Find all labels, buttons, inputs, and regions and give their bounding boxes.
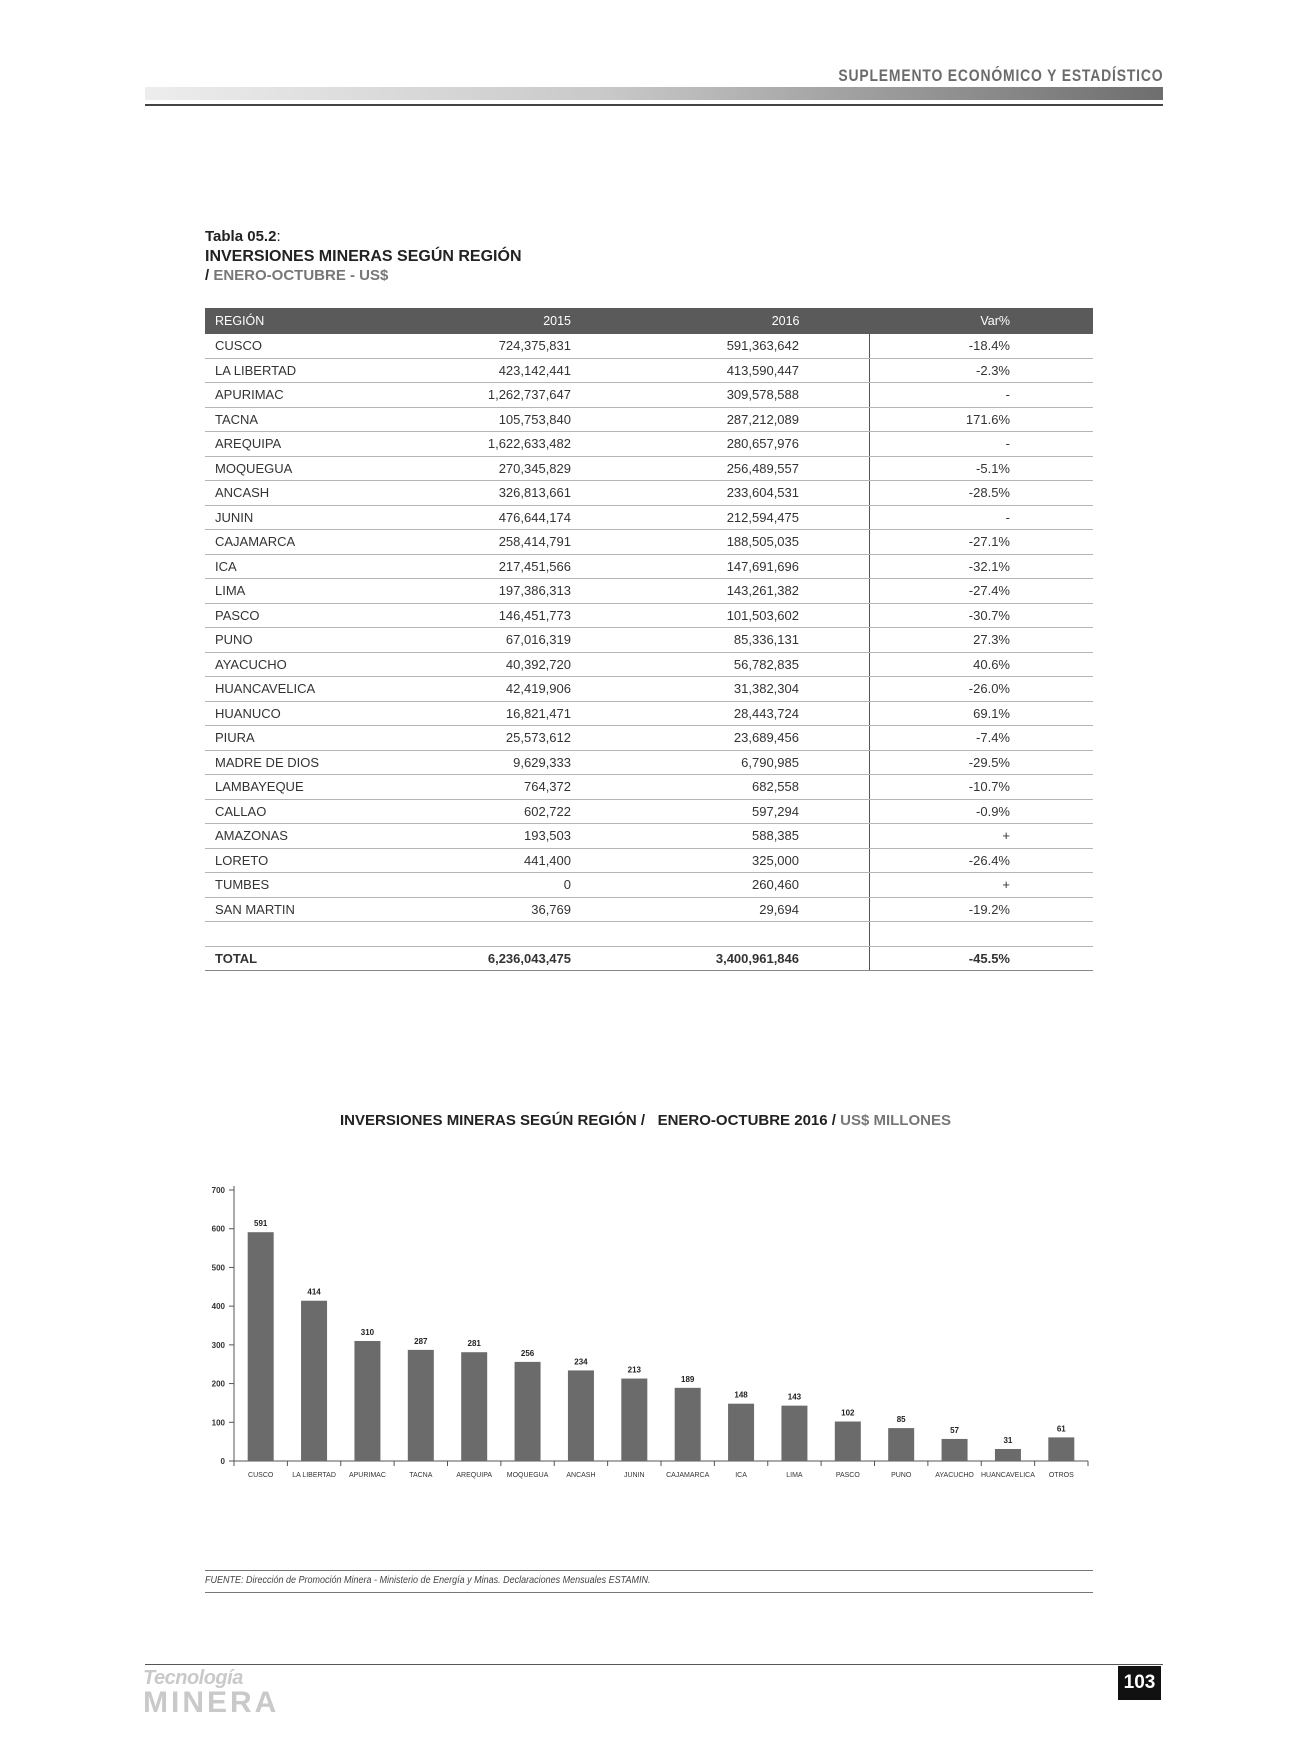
cell-value-2016: 6,790,985 [641, 750, 870, 775]
cell-region: LAMBAYEQUE [205, 775, 413, 800]
cell-variation: - [870, 432, 1094, 457]
cell-value-2016: 143,261,382 [641, 579, 870, 604]
y-tick-label: 100 [211, 1418, 225, 1428]
x-category-label: PASCO [835, 1472, 860, 1479]
cell-region: CUSCO [205, 334, 413, 358]
bar-la-libertad [301, 1301, 327, 1461]
publication-logo [143, 1668, 279, 1718]
bar-value-label: 143 [787, 1392, 802, 1402]
cell-value-2016: 29,694 [641, 897, 870, 922]
cell-region: ANCASH [205, 481, 413, 506]
cell-region: AMAZONAS [205, 824, 413, 849]
cell-value-2015: 1,262,737,647 [413, 383, 641, 408]
cell-region: LORETO [205, 848, 413, 873]
bar-value-label: 189 [681, 1374, 695, 1384]
cell-variation: 27.3% [870, 628, 1094, 653]
bar-value-label: 85 [896, 1415, 906, 1425]
bar-huancavelica [995, 1449, 1021, 1461]
table-label-colon: : [276, 228, 281, 245]
page-number: 103 [1118, 1666, 1161, 1700]
cell-value-2016: 233,604,531 [641, 481, 870, 506]
cell-value-2016: 101,503,602 [641, 603, 870, 628]
cell-variation: 69.1% [870, 701, 1094, 726]
source-rule-top [205, 1570, 1093, 1571]
logo-top-text: Tecnología [143, 1667, 243, 1689]
header-var: Var% [870, 308, 1094, 334]
bar-value-label: 287 [414, 1336, 428, 1346]
cell-value-2016: 682,558 [641, 775, 870, 800]
bar-value-label: 213 [627, 1365, 641, 1375]
x-category-label: ICA [735, 1472, 747, 1479]
cell-value-2015: 9,629,333 [413, 750, 641, 775]
cell-value-2015: 36,769 [413, 897, 641, 922]
cell-value-2016: 591,363,642 [641, 334, 870, 358]
bar-value-label: 256 [520, 1348, 535, 1358]
chart-title-main: INVERSIONES MINERAS SEGÚN REGIÓN / [340, 1112, 646, 1129]
y-tick-label: 0 [220, 1457, 225, 1466]
cell-value-2016: 188,505,035 [641, 530, 870, 555]
cell-value-2015: 602,722 [413, 799, 641, 824]
bar-apurimac [354, 1341, 380, 1461]
cell-variation: + [870, 873, 1094, 898]
cell-value-2015: 16,821,471 [413, 701, 641, 726]
x-category-label: LA LIBERTAD [292, 1472, 336, 1479]
cell-region: PASCO [205, 603, 413, 628]
bar-value-label: 591 [254, 1219, 268, 1229]
cell-value-2016: 212,594,475 [641, 505, 870, 530]
cell-value-2015: 146,451,773 [413, 603, 641, 628]
cell-value-2015: 724,375,831 [413, 334, 641, 358]
cell-variation: -27.4% [870, 579, 1094, 604]
cell-value-2015: 270,345,829 [413, 456, 641, 481]
cell-value-2016: 31,382,304 [641, 677, 870, 702]
cell-value-2016: 28,443,724 [641, 701, 870, 726]
cell-region: CALLAO [205, 799, 413, 824]
cell-region: AYACUCHO [205, 652, 413, 677]
cell-variation: -18.4% [870, 334, 1094, 358]
cell-value-2016: 280,657,976 [641, 432, 870, 457]
cell-value-2016: 597,294 [641, 799, 870, 824]
bar-value-label: 61 [1056, 1424, 1066, 1434]
y-tick-label: 300 [211, 1340, 225, 1350]
cell-value-2015: 764,372 [413, 775, 641, 800]
cell-variation: 40.6% [870, 652, 1094, 677]
cell-region: PUNO [205, 628, 413, 653]
table-label: Tabla 05.2 [205, 228, 277, 245]
bar-ayacucho [942, 1439, 968, 1461]
cell-region: LA LIBERTAD [205, 358, 413, 383]
cell-variation: - [870, 505, 1094, 530]
y-tick-label: 600 [211, 1224, 225, 1234]
y-tick-label: 200 [211, 1379, 225, 1389]
cell-variation: -26.0% [870, 677, 1094, 702]
cell-region: MADRE DE DIOS [205, 750, 413, 775]
cell-value-2015: 0 [413, 873, 641, 898]
cell-variation: -27.1% [870, 530, 1094, 555]
x-category-label: TACNA [409, 1472, 433, 1479]
cell-region: AREQUIPA [205, 432, 413, 457]
x-category-label: HUANCAVELICA [980, 1472, 1035, 1479]
cell-region: ICA [205, 554, 413, 579]
cell-variation: -2.3% [870, 358, 1094, 383]
cell-region: JUNIN [205, 505, 413, 530]
cell-value-2016: 413,590,447 [641, 358, 870, 383]
cell-region: LIMA [205, 579, 413, 604]
y-tick-label: 400 [211, 1302, 225, 1312]
cell-variation: -0.9% [870, 799, 1094, 824]
x-category-label: AREQUIPA [456, 1472, 493, 1479]
bar-ica [728, 1404, 754, 1461]
cell-region: TOTAL [205, 946, 413, 971]
cell-value-2015: 326,813,661 [413, 481, 641, 506]
cell-value-2016: 56,782,835 [641, 652, 870, 677]
cell-variation: -28.5% [870, 481, 1094, 506]
bar-arequipa [461, 1352, 487, 1461]
y-tick-label: 700 [211, 1186, 225, 1195]
cell-region: HUANCAVELICA [205, 677, 413, 702]
bar-value-label: 310 [360, 1327, 375, 1337]
source-note: FUENTE: Dirección de Promoción Minera - Ministerio de Energía y Minas. Declaraciones Mensuales ESTAMIN. [205, 1575, 651, 1586]
bar-value-label: 148 [734, 1390, 748, 1400]
x-category-label: AYACUCHO [935, 1472, 974, 1479]
bar-value-label: 281 [467, 1339, 481, 1349]
cell-value-2016: 147,691,696 [641, 554, 870, 579]
cell-variation: -19.2% [870, 897, 1094, 922]
cell-value-2015: 6,236,043,475 [413, 946, 641, 971]
cell-variation: -7.4% [870, 726, 1094, 751]
bar-lima [781, 1406, 807, 1461]
bar-tacna [408, 1350, 434, 1461]
bar-otros [1048, 1437, 1074, 1461]
x-category-label: APURIMAC [348, 1472, 386, 1479]
bar-ancash [568, 1370, 594, 1461]
x-category-label: CAJAMARCA [666, 1472, 710, 1479]
bar-pasco [835, 1422, 861, 1461]
cell-variation: -29.5% [870, 750, 1094, 775]
cell-region: MOQUEGUA [205, 456, 413, 481]
cell-variation: 171.6% [870, 407, 1094, 432]
bar-puno [888, 1428, 914, 1461]
x-category-label: JUNIN [624, 1472, 645, 1479]
cell-variation: -32.1% [870, 554, 1094, 579]
source-rule-bottom [205, 1592, 1093, 1593]
cell-region: PIURA [205, 726, 413, 751]
cell-region: HUANUCO [205, 701, 413, 726]
bar-moquegua [515, 1362, 541, 1461]
bar-value-label: 234 [574, 1357, 588, 1367]
cell-value-2015: 25,573,612 [413, 726, 641, 751]
table-title: INVERSIONES MINERAS SEGÚN REGIÓN [205, 247, 522, 265]
cell-variation: - [870, 383, 1094, 408]
cell-value-2015: 476,644,174 [413, 505, 641, 530]
table-slash: / [205, 266, 210, 284]
cell-value-2016: 3,400,961,846 [641, 946, 870, 971]
x-category-label: MOQUEGUA [506, 1472, 549, 1479]
cell-value-2016: 260,460 [641, 873, 870, 898]
cell-value-2015: 42,419,906 [413, 677, 641, 702]
cell-value-2015: 193,503 [413, 824, 641, 849]
footer-rule [145, 1664, 1163, 1665]
cell-variation: + [870, 824, 1094, 849]
cell-region: CAJAMARCA [205, 530, 413, 555]
bar-cusco [248, 1232, 274, 1461]
bar-value-label: 57 [950, 1425, 960, 1435]
cell-value-2015: 423,142,441 [413, 358, 641, 383]
cell-region: SAN MARTIN [205, 897, 413, 922]
cell-value-2016: 287,212,089 [641, 407, 870, 432]
cell-region: APURIMAC [205, 383, 413, 408]
cell-variation: -30.7% [870, 603, 1094, 628]
chart-title-slash: / [831, 1112, 836, 1129]
cell-value-2016: 588,385 [641, 824, 870, 849]
bar-junin [621, 1379, 647, 1461]
running-header-title: SUPLEMENTO ECONÓMICO Y ESTADÍSTICO [837, 66, 1163, 85]
cell-region: TUMBES [205, 873, 413, 898]
chart-title-period: ENERO-OCTUBRE 2016 [657, 1112, 828, 1129]
cell-value-2015: 217,451,566 [413, 554, 641, 579]
cell-value-2016: 85,336,131 [641, 628, 870, 653]
bar-cajamarca [675, 1388, 701, 1461]
x-category-label: ANCASH [566, 1472, 596, 1479]
logo-bottom-text: MINERA [143, 1686, 280, 1719]
cell-value-2015: 441,400 [413, 848, 641, 873]
cell-value-2016: 256,489,557 [641, 456, 870, 481]
cell-value-2016: 23,689,456 [641, 726, 870, 751]
x-category-label: LIMA [786, 1472, 803, 1479]
cell-value-2015: 258,414,791 [413, 530, 641, 555]
cell-value-2015: 197,386,313 [413, 579, 641, 604]
bar-value-label: 102 [841, 1408, 855, 1418]
cell-value-2015: 1,622,633,482 [413, 432, 641, 457]
cell-value-2016: 309,578,588 [641, 383, 870, 408]
x-category-label: CUSCO [248, 1472, 274, 1479]
header-2015: 2015 [413, 308, 641, 334]
header-2016: 2016 [641, 308, 870, 334]
bar-value-label: 31 [1003, 1435, 1013, 1445]
cell-value-2015: 40,392,720 [413, 652, 641, 677]
cell-value-2015: 67,016,319 [413, 628, 641, 653]
y-tick-label: 500 [211, 1263, 225, 1273]
cell-variation: -10.7% [870, 775, 1094, 800]
cell-region: TACNA [205, 407, 413, 432]
x-category-label: OTROS [1048, 1472, 1074, 1479]
table-period: ENERO-OCTUBRE - US$ [213, 266, 389, 284]
cell-variation: -45.5% [870, 946, 1094, 971]
chart-title-unit: US$ MILLONES [840, 1112, 951, 1129]
cell-variation: -26.4% [870, 848, 1094, 873]
cell-value-2016: 325,000 [641, 848, 870, 873]
cell-variation: -5.1% [870, 456, 1094, 481]
header-region: REGIÓN [205, 308, 413, 334]
cell-value-2015: 105,753,840 [413, 407, 641, 432]
bar-value-label: 414 [307, 1287, 321, 1297]
x-category-label: PUNO [891, 1472, 912, 1479]
